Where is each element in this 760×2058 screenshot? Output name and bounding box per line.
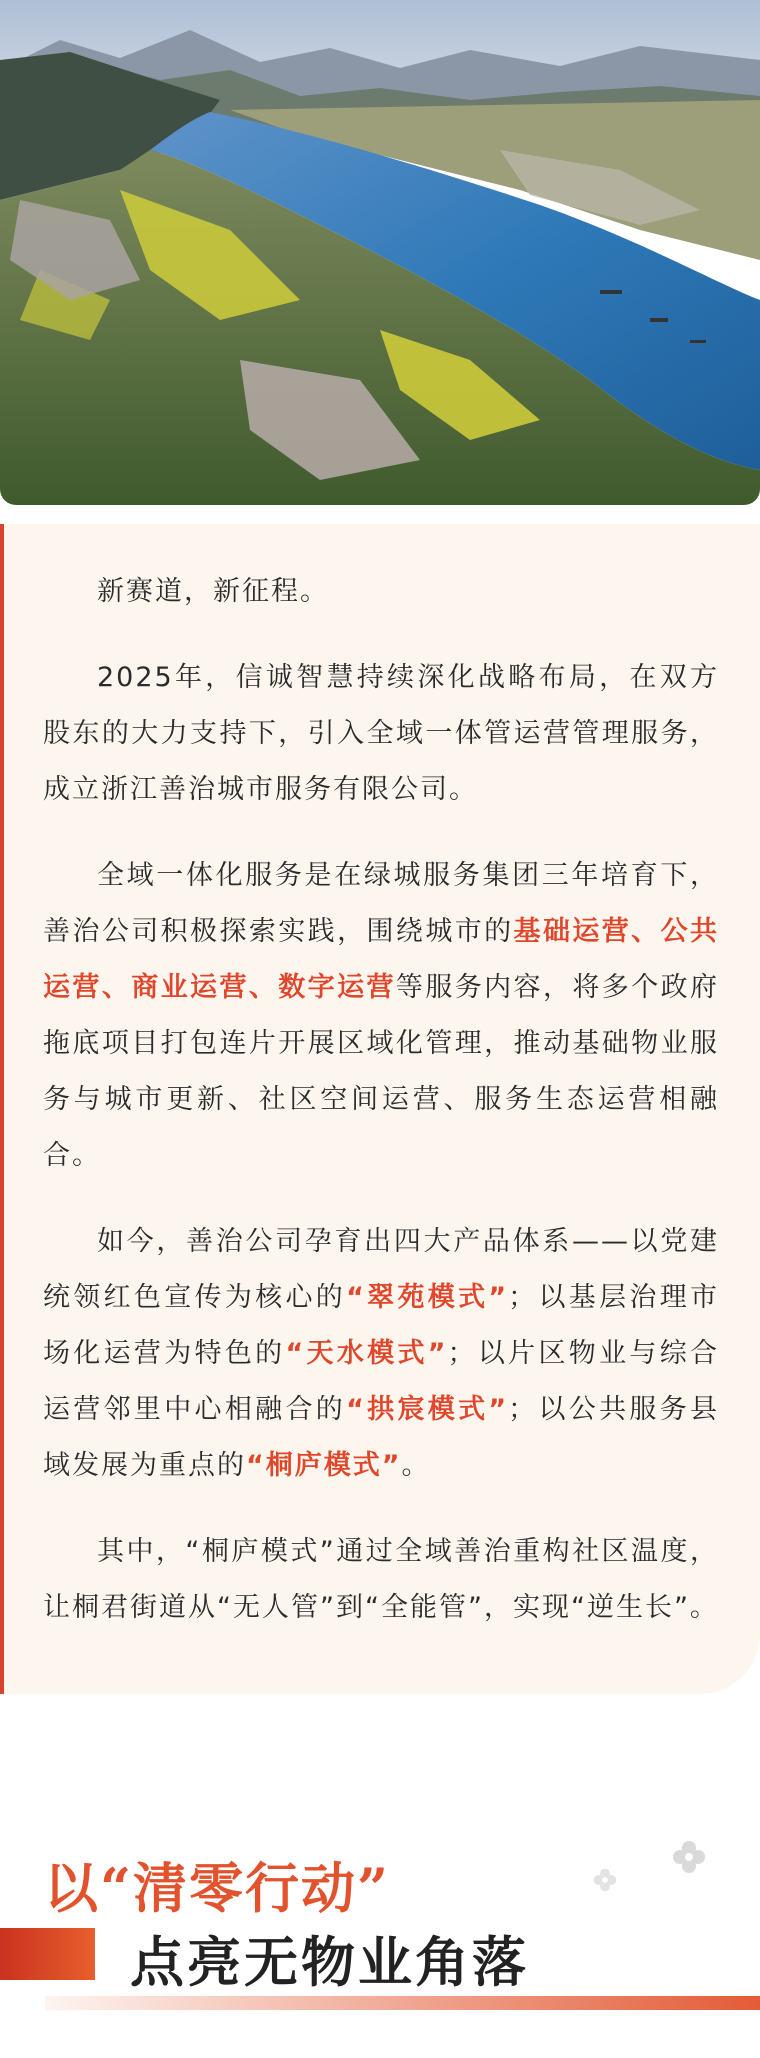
article-paragraph [43, 848, 719, 1184]
paragraph-text: 等服务内容，将多个政府拖底项目打包连片开展区域化管理，推动基础物业服务与城市更新、社区空间运营、服务生态运营相融合。 [43, 972, 720, 1171]
paragraph-text: 其中，“桐庐模式”通过全域善治重构社区温度，让桐君街道从“无人管”到“全能管”，实现“逆生长”。 [43, 1536, 719, 1623]
highlight-text: 基础运营、公共运营、商业运营、数字运营 [43, 916, 720, 1003]
paragraph-text: ；以基层治理市场化运营为特色的 [43, 1282, 720, 1369]
article-paragraph [43, 1214, 719, 1494]
highlight-text: “拱宸模式” [346, 1394, 509, 1425]
paragraph-text: 如今，善治公司孕育出四大产品体系——以党建统领红色宣传为核心的 [43, 1226, 719, 1313]
hero-aerial-photo [0, 0, 760, 505]
section-underline [45, 1996, 760, 2010]
paragraph-text: 新赛道，新征程。 [97, 576, 329, 607]
highlight-text: “翠苑模式” [346, 1282, 509, 1313]
paragraph-text: 。 [401, 1450, 431, 1481]
paragraph-text: ；以公共服务县域发展为重点的 [43, 1394, 720, 1481]
paragraph-text: 全域一体化服务是在绿城服务集团三年培育下，善治公司积极探索实践，围绕城市的 [43, 860, 719, 947]
paragraph-text: ；以片区物业与综合运营邻里中心相融合的 [43, 1338, 720, 1425]
aerial-landscape [0, 0, 760, 505]
article-paragraph [43, 1524, 719, 1636]
section-title-line2: 点亮无物业角落 [130, 1930, 529, 1994]
highlight-text: “天水模式” [285, 1338, 448, 1369]
section-title-line1: 以“清零行动” [44, 1856, 391, 1920]
section-heading [0, 1820, 760, 2058]
article-paragraph [43, 564, 719, 620]
article-card [0, 524, 760, 1694]
flower-icon [593, 1868, 617, 1892]
article-body [43, 564, 719, 1666]
section-accent-bar [0, 1928, 95, 1980]
article-paragraph [43, 650, 719, 818]
flower-icon [672, 1840, 706, 1874]
paragraph-text: 2025年，信诚智慧持续深化战略布局，在双方股东的大力支持下，引入全域一体管运营管理服务，成立浙江善治城市服务有限公司。 [43, 662, 719, 805]
highlight-text: “桐庐模式” [246, 1450, 402, 1481]
